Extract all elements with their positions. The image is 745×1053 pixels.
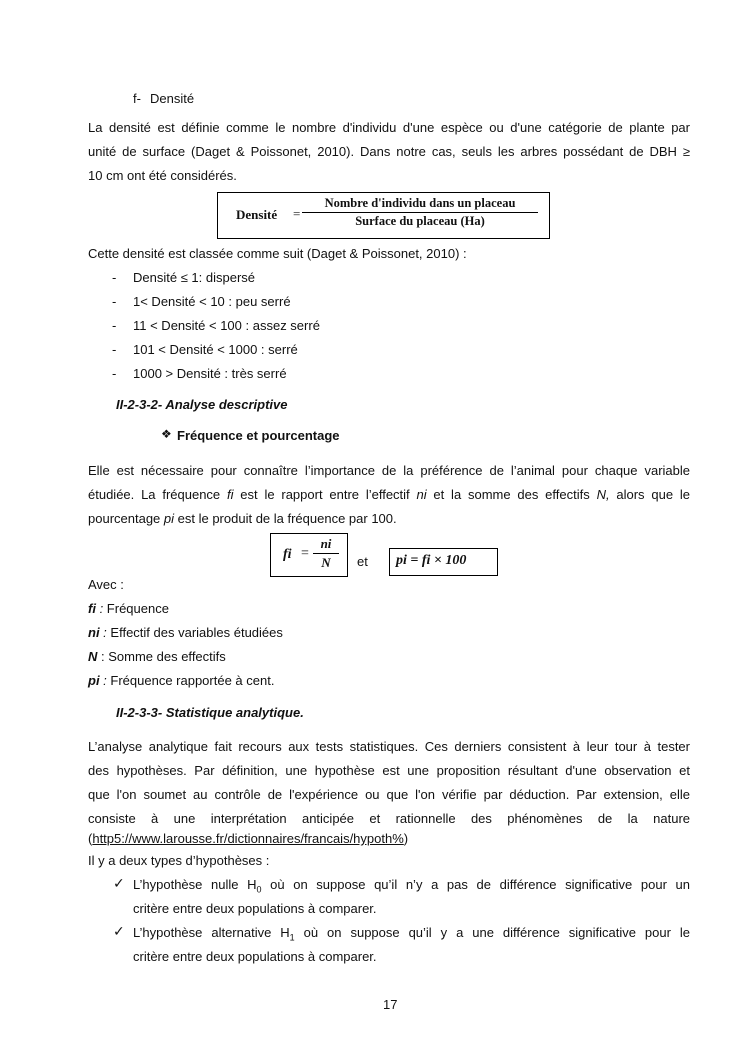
definition-sep: : [97, 649, 109, 664]
hypothesis-text: L’hypothèse alternative H [133, 925, 290, 940]
freq-text: pourcentage [88, 511, 164, 526]
density-para-line-1: La densité est définie comme le nombre d'individu d'une espèce ou d'une catégorie de plante par [88, 120, 690, 135]
formula-joiner: et [357, 554, 368, 569]
fi-formula-lhs: fi [283, 547, 292, 562]
definition-sep: : [95, 601, 107, 616]
hypothesis-alt-line-1 [133, 925, 690, 943]
pi-formula-box [389, 548, 498, 576]
heading-statistique-analytique: II-2-3-3- Statistique analytique. [116, 705, 304, 720]
definition-fi [88, 601, 169, 616]
hypothesis-subscript: 0 [256, 884, 262, 895]
analytic-para-line-4: consiste à une interprétation anticipée et rationnelle des phénomènes de la nature [88, 811, 690, 826]
reference-link[interactable]: http5://www.larousse.fr/dictionnaires/francais/hypoth% [92, 831, 404, 846]
freq-text: et la somme des effectifs [426, 487, 597, 502]
list-dash: - [112, 342, 117, 357]
classification-item: 101 < Densité < 1000 : serré [133, 342, 298, 357]
analytic-para-line-1: L’analyse analytique fait recours aux tests statistiques. Ces derniers consistent à leur tour à tester [88, 739, 690, 754]
fi-formula-numerator: ni [313, 536, 339, 554]
analytic-para-line-3: que l'on soumet au contrôle de l'expérience ou que l'on vérifie par déduction. Par extension, elle [88, 787, 690, 802]
classification-item: Densité ≤ 1: dispersé [133, 270, 256, 285]
freq-text: est le rapport entre l’effectif [233, 487, 417, 502]
definition-term: ni [88, 625, 100, 640]
hypothesis-text: L’hypothèse nulle H [133, 877, 257, 892]
definition-term: pi [88, 673, 100, 688]
check-icon: ✓ [113, 876, 125, 892]
classification-item: 1000 > Densité : très serré [133, 366, 287, 381]
hypothesis-subscript: 1 [289, 932, 295, 943]
density-formula-numerator: Nombre d'individu dans un placeau [302, 196, 538, 213]
density-formula-box [217, 192, 550, 239]
definition-sep: : [99, 625, 111, 640]
classification-intro: Cette densité est classée comme suit (Daget & Poissonet, 2010) : [88, 246, 467, 261]
hypothesis-null-line-1 [133, 877, 690, 895]
freq-para-line-2 [88, 483, 690, 507]
definition-desc: Effectif des variables étudiées [110, 625, 283, 640]
paren-open: ( [88, 831, 93, 846]
density-formula-denominator: Surface du placeau (Ha) [355, 214, 485, 228]
reference-line [88, 831, 408, 846]
freq-para-line-3 [88, 507, 690, 531]
fi-formula-fraction [313, 536, 339, 571]
classification-item: 1< Densité < 10 : peu serré [133, 294, 291, 309]
freq-term-pi: pi [163, 511, 175, 526]
hypothesis-text: où on suppose qu’il n’y a pas de différence significative pour un [261, 877, 690, 892]
definition-desc: Fréquence [106, 601, 169, 616]
definition-desc: Somme des effectifs [108, 649, 226, 664]
density-para-line-3: 10 cm ont été considérés. [88, 168, 237, 183]
density-para-line-2: unité de surface (Daget & Poissonet, 2010). Dans notre cas, seuls les arbres possédant de DBH ≥ [88, 144, 690, 159]
analytic-para-line-2: des hypothèses. Par définition, une hypothèse est une proposition résultant d'une observation et [88, 763, 690, 778]
page-number: 17 [383, 997, 398, 1012]
list-dash: - [112, 318, 117, 333]
freq-text: étudiée. La fréquence [88, 487, 227, 502]
definition-term: N [88, 649, 98, 664]
avec-label: Avec : [88, 577, 124, 592]
list-dash: - [112, 366, 117, 381]
paren-close: ) [403, 831, 409, 846]
definition-N [88, 649, 226, 664]
density-formula-eq: = [293, 206, 301, 221]
hypothesis-null-line-2: critère entre deux populations à comparer. [133, 901, 377, 916]
hypothesis-alt-line-2: critère entre deux populations à comparer. [133, 949, 377, 964]
freq-term-ni: ni [416, 487, 427, 502]
list-dash: - [112, 270, 117, 285]
list-dash: - [112, 294, 117, 309]
definition-pi [88, 673, 274, 688]
density-formula-fraction [302, 196, 538, 229]
four-diamond-icon: ❖ [161, 427, 172, 441]
fi-formula-eq: = [301, 546, 309, 561]
section-f-title: Densité [150, 91, 195, 106]
subheading-frequence: Fréquence et pourcentage [177, 428, 340, 443]
hypothesis-text: où on suppose qu’il y a une différence significative pour le [294, 925, 690, 940]
section-f-marker: f- [133, 91, 141, 106]
freq-term-fi: fi [226, 487, 234, 502]
classification-item: 11 < Densité < 100 : assez serré [133, 318, 320, 333]
definition-sep: : [99, 673, 111, 688]
definition-desc: Fréquence rapportée à cent. [110, 673, 275, 688]
density-formula-lhs: Densité [236, 207, 278, 222]
definition-ni [88, 625, 283, 640]
fi-formula-box [270, 533, 348, 577]
freq-text: est le produit de la fréquence par 100. [174, 511, 397, 526]
freq-text: alors que le [609, 487, 690, 502]
heading-analyse-descriptive: II-2-3-2- Analyse descriptive [116, 397, 288, 412]
fi-formula-denominator: N [321, 555, 331, 570]
hypotheses-intro: Il y a deux types d’hypothèses : [88, 853, 270, 868]
freq-para-line-1: Elle est nécessaire pour connaître l’importance de la préférence de l’animal pour chaque variable [88, 463, 690, 478]
check-icon: ✓ [113, 924, 125, 940]
freq-term-N: N, [596, 487, 610, 502]
definition-term: fi [88, 601, 96, 616]
pi-formula: pi = fi × 100 [396, 553, 467, 568]
